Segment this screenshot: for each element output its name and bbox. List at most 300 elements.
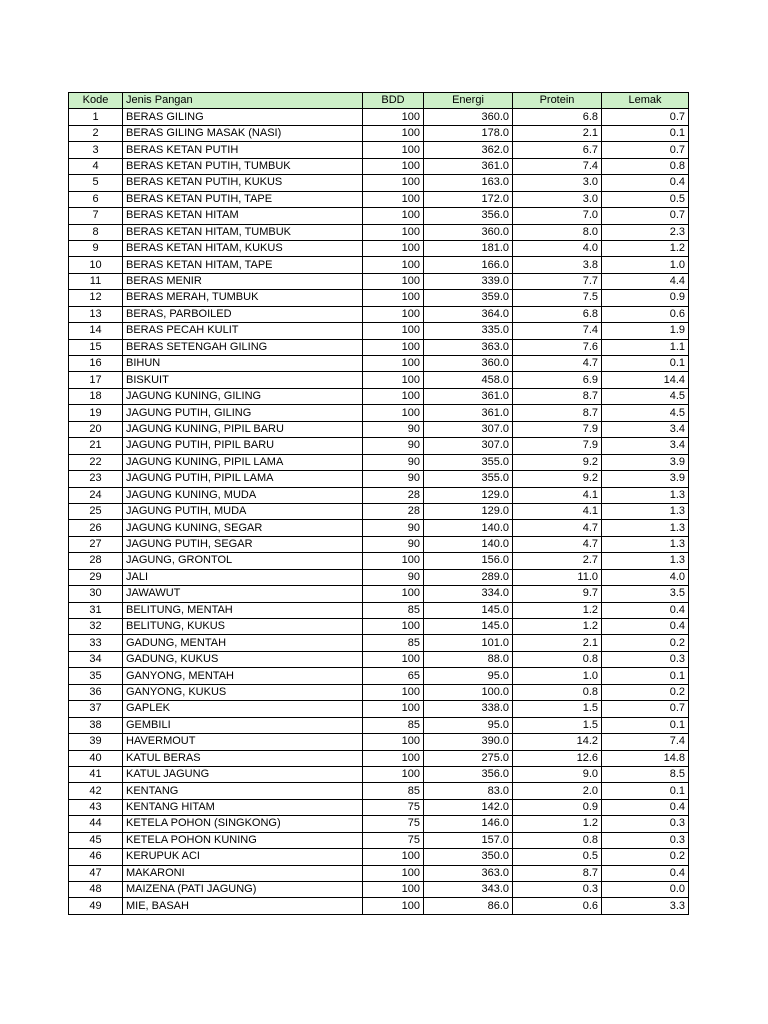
cell-kode[interactable]: 48 bbox=[69, 882, 123, 898]
cell-bdd[interactable]: 28 bbox=[363, 503, 424, 519]
cell-lemak[interactable]: 0.7 bbox=[602, 208, 689, 224]
cell-jenis-pangan[interactable]: BERAS GILING MASAK (NASI) bbox=[123, 125, 363, 141]
cell-kode[interactable]: 2 bbox=[69, 125, 123, 141]
cell-kode[interactable]: 6 bbox=[69, 191, 123, 207]
cell-kode[interactable]: 12 bbox=[69, 290, 123, 306]
cell-protein[interactable]: 9.2 bbox=[513, 454, 602, 470]
cell-jenis-pangan[interactable]: BERAS MERAH, TUMBUK bbox=[123, 290, 363, 306]
cell-protein[interactable]: 8.7 bbox=[513, 405, 602, 421]
cell-energi[interactable]: 356.0 bbox=[424, 766, 513, 782]
cell-kode[interactable]: 16 bbox=[69, 356, 123, 372]
cell-energi[interactable]: 338.0 bbox=[424, 701, 513, 717]
cell-jenis-pangan[interactable]: BERAS, PARBOILED bbox=[123, 306, 363, 322]
cell-kode[interactable]: 3 bbox=[69, 142, 123, 158]
cell-bdd[interactable]: 90 bbox=[363, 454, 424, 470]
cell-bdd[interactable]: 100 bbox=[363, 766, 424, 782]
cell-kode[interactable]: 27 bbox=[69, 536, 123, 552]
cell-lemak[interactable]: 14.8 bbox=[602, 750, 689, 766]
cell-energi[interactable]: 359.0 bbox=[424, 290, 513, 306]
cell-kode[interactable]: 40 bbox=[69, 750, 123, 766]
cell-kode[interactable]: 24 bbox=[69, 487, 123, 503]
cell-energi[interactable]: 172.0 bbox=[424, 191, 513, 207]
cell-lemak[interactable]: 8.5 bbox=[602, 766, 689, 782]
cell-kode[interactable]: 39 bbox=[69, 734, 123, 750]
cell-bdd[interactable]: 100 bbox=[363, 257, 424, 273]
cell-jenis-pangan[interactable]: MIE, BASAH bbox=[123, 898, 363, 914]
cell-jenis-pangan[interactable]: GANYONG, KUKUS bbox=[123, 684, 363, 700]
header-lemak[interactable]: Lemak bbox=[602, 93, 689, 109]
cell-bdd[interactable]: 85 bbox=[363, 783, 424, 799]
cell-lemak[interactable]: 3.5 bbox=[602, 586, 689, 602]
cell-lemak[interactable]: 4.0 bbox=[602, 569, 689, 585]
cell-protein[interactable]: 8.7 bbox=[513, 388, 602, 404]
cell-energi[interactable]: 363.0 bbox=[424, 865, 513, 881]
cell-lemak[interactable]: 1.3 bbox=[602, 487, 689, 503]
cell-kode[interactable]: 42 bbox=[69, 783, 123, 799]
cell-energi[interactable]: 355.0 bbox=[424, 454, 513, 470]
cell-bdd[interactable]: 100 bbox=[363, 750, 424, 766]
cell-lemak[interactable]: 1.3 bbox=[602, 536, 689, 552]
cell-bdd[interactable]: 100 bbox=[363, 898, 424, 914]
cell-jenis-pangan[interactable]: MAKARONI bbox=[123, 865, 363, 881]
cell-jenis-pangan[interactable]: JAGUNG KUNING, GILING bbox=[123, 388, 363, 404]
cell-lemak[interactable]: 1.3 bbox=[602, 503, 689, 519]
cell-lemak[interactable]: 1.1 bbox=[602, 339, 689, 355]
cell-kode[interactable]: 17 bbox=[69, 372, 123, 388]
cell-lemak[interactable]: 0.7 bbox=[602, 142, 689, 158]
cell-energi[interactable]: 145.0 bbox=[424, 602, 513, 618]
cell-bdd[interactable]: 90 bbox=[363, 471, 424, 487]
cell-energi[interactable]: 86.0 bbox=[424, 898, 513, 914]
cell-jenis-pangan[interactable]: BISKUIT bbox=[123, 372, 363, 388]
cell-bdd[interactable]: 100 bbox=[363, 405, 424, 421]
cell-bdd[interactable]: 100 bbox=[363, 684, 424, 700]
cell-energi[interactable]: 335.0 bbox=[424, 323, 513, 339]
cell-protein[interactable]: 7.0 bbox=[513, 208, 602, 224]
cell-jenis-pangan[interactable]: BERAS MENIR bbox=[123, 273, 363, 289]
cell-lemak[interactable]: 0.3 bbox=[602, 651, 689, 667]
cell-lemak[interactable]: 14.4 bbox=[602, 372, 689, 388]
cell-kode[interactable]: 41 bbox=[69, 766, 123, 782]
cell-kode[interactable]: 23 bbox=[69, 471, 123, 487]
cell-bdd[interactable]: 75 bbox=[363, 799, 424, 815]
cell-bdd[interactable]: 100 bbox=[363, 372, 424, 388]
cell-protein[interactable]: 0.8 bbox=[513, 684, 602, 700]
cell-energi[interactable]: 350.0 bbox=[424, 849, 513, 865]
cell-bdd[interactable]: 90 bbox=[363, 438, 424, 454]
cell-jenis-pangan[interactable]: JAGUNG KUNING, PIPIL BARU bbox=[123, 421, 363, 437]
cell-lemak[interactable]: 1.0 bbox=[602, 257, 689, 273]
cell-bdd[interactable]: 100 bbox=[363, 734, 424, 750]
cell-bdd[interactable]: 100 bbox=[363, 651, 424, 667]
cell-energi[interactable]: 140.0 bbox=[424, 520, 513, 536]
cell-energi[interactable]: 95.0 bbox=[424, 668, 513, 684]
cell-protein[interactable]: 4.1 bbox=[513, 487, 602, 503]
cell-kode[interactable]: 31 bbox=[69, 602, 123, 618]
cell-lemak[interactable]: 0.4 bbox=[602, 619, 689, 635]
cell-protein[interactable]: 1.0 bbox=[513, 668, 602, 684]
cell-energi[interactable]: 334.0 bbox=[424, 586, 513, 602]
cell-kode[interactable]: 43 bbox=[69, 799, 123, 815]
cell-protein[interactable]: 2.7 bbox=[513, 553, 602, 569]
cell-lemak[interactable]: 1.3 bbox=[602, 520, 689, 536]
cell-protein[interactable]: 3.0 bbox=[513, 191, 602, 207]
cell-protein[interactable]: 7.4 bbox=[513, 323, 602, 339]
cell-jenis-pangan[interactable]: BIHUN bbox=[123, 356, 363, 372]
cell-energi[interactable]: 360.0 bbox=[424, 224, 513, 240]
cell-lemak[interactable]: 3.4 bbox=[602, 438, 689, 454]
cell-jenis-pangan[interactable]: BERAS GILING bbox=[123, 109, 363, 125]
cell-bdd[interactable]: 100 bbox=[363, 865, 424, 881]
cell-lemak[interactable]: 4.4 bbox=[602, 273, 689, 289]
cell-jenis-pangan[interactable]: BERAS KETAN HITAM, KUKUS bbox=[123, 240, 363, 256]
cell-lemak[interactable]: 0.2 bbox=[602, 849, 689, 865]
cell-protein[interactable]: 4.1 bbox=[513, 503, 602, 519]
cell-bdd[interactable]: 100 bbox=[363, 356, 424, 372]
cell-kode[interactable]: 5 bbox=[69, 175, 123, 191]
cell-kode[interactable]: 18 bbox=[69, 388, 123, 404]
cell-lemak[interactable]: 0.4 bbox=[602, 602, 689, 618]
cell-protein[interactable]: 7.4 bbox=[513, 158, 602, 174]
header-bdd[interactable]: BDD bbox=[363, 93, 424, 109]
cell-energi[interactable]: 289.0 bbox=[424, 569, 513, 585]
cell-energi[interactable]: 142.0 bbox=[424, 799, 513, 815]
cell-energi[interactable]: 361.0 bbox=[424, 388, 513, 404]
cell-bdd[interactable]: 100 bbox=[363, 125, 424, 141]
cell-jenis-pangan[interactable]: BERAS KETAN HITAM bbox=[123, 208, 363, 224]
cell-kode[interactable]: 46 bbox=[69, 849, 123, 865]
cell-protein[interactable]: 14.2 bbox=[513, 734, 602, 750]
cell-jenis-pangan[interactable]: BELITUNG, MENTAH bbox=[123, 602, 363, 618]
cell-kode[interactable]: 44 bbox=[69, 816, 123, 832]
cell-energi[interactable]: 129.0 bbox=[424, 503, 513, 519]
cell-jenis-pangan[interactable]: JALI bbox=[123, 569, 363, 585]
cell-protein[interactable]: 4.7 bbox=[513, 520, 602, 536]
cell-protein[interactable]: 6.7 bbox=[513, 142, 602, 158]
cell-kode[interactable]: 21 bbox=[69, 438, 123, 454]
header-protein[interactable]: Protein bbox=[513, 93, 602, 109]
cell-protein[interactable]: 2.0 bbox=[513, 783, 602, 799]
cell-lemak[interactable]: 0.4 bbox=[602, 175, 689, 191]
cell-bdd[interactable]: 100 bbox=[363, 388, 424, 404]
cell-protein[interactable]: 11.0 bbox=[513, 569, 602, 585]
cell-kode[interactable]: 33 bbox=[69, 635, 123, 651]
cell-protein[interactable]: 6.8 bbox=[513, 306, 602, 322]
cell-jenis-pangan[interactable]: HAVERMOUT bbox=[123, 734, 363, 750]
cell-energi[interactable]: 360.0 bbox=[424, 356, 513, 372]
cell-energi[interactable]: 88.0 bbox=[424, 651, 513, 667]
cell-jenis-pangan[interactable]: JAGUNG PUTIH, GILING bbox=[123, 405, 363, 421]
cell-bdd[interactable]: 100 bbox=[363, 306, 424, 322]
cell-protein[interactable]: 9.0 bbox=[513, 766, 602, 782]
cell-bdd[interactable]: 90 bbox=[363, 536, 424, 552]
cell-jenis-pangan[interactable]: JAGUNG PUTIH, PIPIL BARU bbox=[123, 438, 363, 454]
cell-energi[interactable]: 181.0 bbox=[424, 240, 513, 256]
cell-lemak[interactable]: 0.6 bbox=[602, 306, 689, 322]
cell-kode[interactable]: 38 bbox=[69, 717, 123, 733]
cell-energi[interactable]: 360.0 bbox=[424, 109, 513, 125]
cell-bdd[interactable]: 100 bbox=[363, 158, 424, 174]
cell-protein[interactable]: 12.6 bbox=[513, 750, 602, 766]
cell-protein[interactable]: 9.7 bbox=[513, 586, 602, 602]
cell-protein[interactable]: 1.2 bbox=[513, 816, 602, 832]
cell-energi[interactable]: 83.0 bbox=[424, 783, 513, 799]
cell-lemak[interactable]: 0.0 bbox=[602, 882, 689, 898]
cell-energi[interactable]: 390.0 bbox=[424, 734, 513, 750]
cell-jenis-pangan[interactable]: JAGUNG KUNING, MUDA bbox=[123, 487, 363, 503]
cell-jenis-pangan[interactable]: KENTANG bbox=[123, 783, 363, 799]
cell-bdd[interactable]: 75 bbox=[363, 816, 424, 832]
cell-energi[interactable]: 140.0 bbox=[424, 536, 513, 552]
cell-jenis-pangan[interactable]: JAGUNG, GRONTOL bbox=[123, 553, 363, 569]
cell-kode[interactable]: 14 bbox=[69, 323, 123, 339]
cell-kode[interactable]: 20 bbox=[69, 421, 123, 437]
cell-kode[interactable]: 26 bbox=[69, 520, 123, 536]
cell-lemak[interactable]: 0.1 bbox=[602, 668, 689, 684]
cell-protein[interactable]: 7.9 bbox=[513, 421, 602, 437]
cell-kode[interactable]: 13 bbox=[69, 306, 123, 322]
cell-bdd[interactable]: 65 bbox=[363, 668, 424, 684]
cell-jenis-pangan[interactable]: JAGUNG KUNING, SEGAR bbox=[123, 520, 363, 536]
cell-kode[interactable]: 15 bbox=[69, 339, 123, 355]
cell-jenis-pangan[interactable]: JAGUNG PUTIH, MUDA bbox=[123, 503, 363, 519]
cell-kode[interactable]: 10 bbox=[69, 257, 123, 273]
cell-kode[interactable]: 4 bbox=[69, 158, 123, 174]
cell-energi[interactable]: 129.0 bbox=[424, 487, 513, 503]
cell-bdd[interactable]: 100 bbox=[363, 339, 424, 355]
cell-energi[interactable]: 362.0 bbox=[424, 142, 513, 158]
cell-jenis-pangan[interactable]: GEMBILI bbox=[123, 717, 363, 733]
cell-energi[interactable]: 157.0 bbox=[424, 832, 513, 848]
cell-lemak[interactable]: 3.3 bbox=[602, 898, 689, 914]
cell-bdd[interactable]: 100 bbox=[363, 882, 424, 898]
cell-lemak[interactable]: 1.9 bbox=[602, 323, 689, 339]
cell-jenis-pangan[interactable]: BERAS KETAN PUTIH, KUKUS bbox=[123, 175, 363, 191]
cell-protein[interactable]: 8.7 bbox=[513, 865, 602, 881]
cell-energi[interactable]: 307.0 bbox=[424, 438, 513, 454]
cell-lemak[interactable]: 1.2 bbox=[602, 240, 689, 256]
cell-protein[interactable]: 2.1 bbox=[513, 125, 602, 141]
cell-kode[interactable]: 22 bbox=[69, 454, 123, 470]
cell-protein[interactable]: 0.8 bbox=[513, 651, 602, 667]
cell-protein[interactable]: 0.3 bbox=[513, 882, 602, 898]
cell-bdd[interactable]: 100 bbox=[363, 849, 424, 865]
cell-lemak[interactable]: 0.4 bbox=[602, 865, 689, 881]
cell-jenis-pangan[interactable]: GADUNG, KUKUS bbox=[123, 651, 363, 667]
cell-energi[interactable]: 307.0 bbox=[424, 421, 513, 437]
cell-lemak[interactable]: 3.4 bbox=[602, 421, 689, 437]
cell-lemak[interactable]: 4.5 bbox=[602, 405, 689, 421]
cell-jenis-pangan[interactable]: BERAS KETAN PUTIH, TAPE bbox=[123, 191, 363, 207]
cell-energi[interactable]: 343.0 bbox=[424, 882, 513, 898]
cell-lemak[interactable]: 0.4 bbox=[602, 799, 689, 815]
cell-kode[interactable]: 11 bbox=[69, 273, 123, 289]
cell-protein[interactable]: 0.6 bbox=[513, 898, 602, 914]
cell-protein[interactable]: 6.8 bbox=[513, 109, 602, 125]
cell-bdd[interactable]: 100 bbox=[363, 175, 424, 191]
cell-jenis-pangan[interactable]: JAGUNG PUTIH, SEGAR bbox=[123, 536, 363, 552]
cell-bdd[interactable]: 100 bbox=[363, 142, 424, 158]
cell-energi[interactable]: 146.0 bbox=[424, 816, 513, 832]
cell-lemak[interactable]: 4.5 bbox=[602, 388, 689, 404]
cell-protein[interactable]: 3.0 bbox=[513, 175, 602, 191]
cell-energi[interactable]: 458.0 bbox=[424, 372, 513, 388]
cell-kode[interactable]: 25 bbox=[69, 503, 123, 519]
cell-kode[interactable]: 34 bbox=[69, 651, 123, 667]
cell-bdd[interactable]: 100 bbox=[363, 208, 424, 224]
cell-jenis-pangan[interactable]: KENTANG HITAM bbox=[123, 799, 363, 815]
cell-lemak[interactable]: 0.5 bbox=[602, 191, 689, 207]
cell-kode[interactable]: 8 bbox=[69, 224, 123, 240]
cell-bdd[interactable]: 90 bbox=[363, 421, 424, 437]
cell-bdd[interactable]: 100 bbox=[363, 224, 424, 240]
cell-energi[interactable]: 100.0 bbox=[424, 684, 513, 700]
header-kode[interactable]: Kode bbox=[69, 93, 123, 109]
cell-energi[interactable]: 364.0 bbox=[424, 306, 513, 322]
cell-kode[interactable]: 49 bbox=[69, 898, 123, 914]
cell-protein[interactable]: 0.9 bbox=[513, 799, 602, 815]
cell-energi[interactable]: 178.0 bbox=[424, 125, 513, 141]
cell-bdd[interactable]: 85 bbox=[363, 717, 424, 733]
cell-jenis-pangan[interactable]: BERAS KETAN HITAM, TUMBUK bbox=[123, 224, 363, 240]
cell-energi[interactable]: 156.0 bbox=[424, 553, 513, 569]
cell-jenis-pangan[interactable]: KATUL JAGUNG bbox=[123, 766, 363, 782]
cell-kode[interactable]: 47 bbox=[69, 865, 123, 881]
cell-energi[interactable]: 275.0 bbox=[424, 750, 513, 766]
cell-energi[interactable]: 361.0 bbox=[424, 158, 513, 174]
cell-bdd[interactable]: 85 bbox=[363, 635, 424, 651]
cell-kode[interactable]: 30 bbox=[69, 586, 123, 602]
cell-bdd[interactable]: 75 bbox=[363, 832, 424, 848]
cell-energi[interactable]: 355.0 bbox=[424, 471, 513, 487]
cell-jenis-pangan[interactable]: JAGUNG PUTIH, PIPIL LAMA bbox=[123, 471, 363, 487]
cell-kode[interactable]: 1 bbox=[69, 109, 123, 125]
header-jenis-pangan[interactable]: Jenis Pangan bbox=[123, 93, 363, 109]
cell-kode[interactable]: 35 bbox=[69, 668, 123, 684]
cell-kode[interactable]: 36 bbox=[69, 684, 123, 700]
cell-lemak[interactable]: 0.9 bbox=[602, 290, 689, 306]
cell-protein[interactable]: 1.2 bbox=[513, 602, 602, 618]
cell-protein[interactable]: 7.5 bbox=[513, 290, 602, 306]
cell-energi[interactable]: 339.0 bbox=[424, 273, 513, 289]
cell-protein[interactable]: 8.0 bbox=[513, 224, 602, 240]
cell-jenis-pangan[interactable]: KERUPUK ACI bbox=[123, 849, 363, 865]
cell-bdd[interactable]: 100 bbox=[363, 586, 424, 602]
cell-bdd[interactable]: 90 bbox=[363, 520, 424, 536]
cell-bdd[interactable]: 100 bbox=[363, 109, 424, 125]
cell-lemak[interactable]: 7.4 bbox=[602, 734, 689, 750]
cell-lemak[interactable]: 0.2 bbox=[602, 635, 689, 651]
cell-kode[interactable]: 45 bbox=[69, 832, 123, 848]
cell-jenis-pangan[interactable]: GAPLEK bbox=[123, 701, 363, 717]
cell-lemak[interactable]: 2.3 bbox=[602, 224, 689, 240]
cell-protein[interactable]: 0.5 bbox=[513, 849, 602, 865]
cell-energi[interactable]: 145.0 bbox=[424, 619, 513, 635]
cell-lemak[interactable]: 0.1 bbox=[602, 356, 689, 372]
cell-jenis-pangan[interactable]: MAIZENA (PATI JAGUNG) bbox=[123, 882, 363, 898]
cell-protein[interactable]: 7.7 bbox=[513, 273, 602, 289]
cell-bdd[interactable]: 90 bbox=[363, 569, 424, 585]
cell-jenis-pangan[interactable]: GADUNG, MENTAH bbox=[123, 635, 363, 651]
cell-energi[interactable]: 356.0 bbox=[424, 208, 513, 224]
cell-energi[interactable]: 361.0 bbox=[424, 405, 513, 421]
cell-protein[interactable]: 1.5 bbox=[513, 717, 602, 733]
cell-lemak[interactable]: 3.9 bbox=[602, 454, 689, 470]
cell-protein[interactable]: 7.6 bbox=[513, 339, 602, 355]
cell-jenis-pangan[interactable]: BERAS PECAH KULIT bbox=[123, 323, 363, 339]
cell-jenis-pangan[interactable]: KATUL BERAS bbox=[123, 750, 363, 766]
cell-lemak[interactable]: 1.3 bbox=[602, 553, 689, 569]
cell-kode[interactable]: 29 bbox=[69, 569, 123, 585]
cell-lemak[interactable]: 3.9 bbox=[602, 471, 689, 487]
cell-bdd[interactable]: 100 bbox=[363, 191, 424, 207]
cell-protein[interactable]: 4.0 bbox=[513, 240, 602, 256]
cell-lemak[interactable]: 0.3 bbox=[602, 832, 689, 848]
cell-energi[interactable]: 101.0 bbox=[424, 635, 513, 651]
cell-jenis-pangan[interactable]: JAGUNG KUNING, PIPIL LAMA bbox=[123, 454, 363, 470]
cell-bdd[interactable]: 85 bbox=[363, 602, 424, 618]
cell-bdd[interactable]: 100 bbox=[363, 273, 424, 289]
cell-jenis-pangan[interactable]: BELITUNG, KUKUS bbox=[123, 619, 363, 635]
cell-kode[interactable]: 37 bbox=[69, 701, 123, 717]
cell-jenis-pangan[interactable]: KETELA POHON (SINGKONG) bbox=[123, 816, 363, 832]
cell-kode[interactable]: 28 bbox=[69, 553, 123, 569]
cell-bdd[interactable]: 100 bbox=[363, 619, 424, 635]
cell-protein[interactable]: 1.5 bbox=[513, 701, 602, 717]
cell-energi[interactable]: 95.0 bbox=[424, 717, 513, 733]
cell-protein[interactable]: 7.9 bbox=[513, 438, 602, 454]
cell-energi[interactable]: 166.0 bbox=[424, 257, 513, 273]
cell-jenis-pangan[interactable]: BERAS SETENGAH GILING bbox=[123, 339, 363, 355]
cell-protein[interactable]: 9.2 bbox=[513, 471, 602, 487]
cell-jenis-pangan[interactable]: KETELA POHON KUNING bbox=[123, 832, 363, 848]
cell-bdd[interactable]: 100 bbox=[363, 323, 424, 339]
cell-jenis-pangan[interactable]: GANYONG, MENTAH bbox=[123, 668, 363, 684]
cell-lemak[interactable]: 0.1 bbox=[602, 717, 689, 733]
cell-lemak[interactable]: 0.1 bbox=[602, 783, 689, 799]
cell-kode[interactable]: 32 bbox=[69, 619, 123, 635]
cell-energi[interactable]: 363.0 bbox=[424, 339, 513, 355]
cell-kode[interactable]: 7 bbox=[69, 208, 123, 224]
cell-bdd[interactable]: 28 bbox=[363, 487, 424, 503]
cell-lemak[interactable]: 0.7 bbox=[602, 109, 689, 125]
cell-jenis-pangan[interactable]: JAWAWUT bbox=[123, 586, 363, 602]
cell-jenis-pangan[interactable]: BERAS KETAN PUTIH, TUMBUK bbox=[123, 158, 363, 174]
cell-jenis-pangan[interactable]: BERAS KETAN HITAM, TAPE bbox=[123, 257, 363, 273]
cell-bdd[interactable]: 100 bbox=[363, 553, 424, 569]
cell-bdd[interactable]: 100 bbox=[363, 290, 424, 306]
cell-lemak[interactable]: 0.3 bbox=[602, 816, 689, 832]
cell-kode[interactable]: 19 bbox=[69, 405, 123, 421]
cell-energi[interactable]: 163.0 bbox=[424, 175, 513, 191]
cell-protein[interactable]: 6.9 bbox=[513, 372, 602, 388]
cell-protein[interactable]: 2.1 bbox=[513, 635, 602, 651]
header-energi[interactable]: Energi bbox=[424, 93, 513, 109]
cell-protein[interactable]: 4.7 bbox=[513, 536, 602, 552]
cell-protein[interactable]: 0.8 bbox=[513, 832, 602, 848]
cell-lemak[interactable]: 0.7 bbox=[602, 701, 689, 717]
cell-kode[interactable]: 9 bbox=[69, 240, 123, 256]
cell-protein[interactable]: 4.7 bbox=[513, 356, 602, 372]
cell-protein[interactable]: 3.8 bbox=[513, 257, 602, 273]
cell-protein[interactable]: 1.2 bbox=[513, 619, 602, 635]
cell-bdd[interactable]: 100 bbox=[363, 701, 424, 717]
cell-lemak[interactable]: 0.1 bbox=[602, 125, 689, 141]
cell-bdd[interactable]: 100 bbox=[363, 240, 424, 256]
cell-jenis-pangan[interactable]: BERAS KETAN PUTIH bbox=[123, 142, 363, 158]
cell-lemak[interactable]: 0.2 bbox=[602, 684, 689, 700]
cell-lemak[interactable]: 0.8 bbox=[602, 158, 689, 174]
